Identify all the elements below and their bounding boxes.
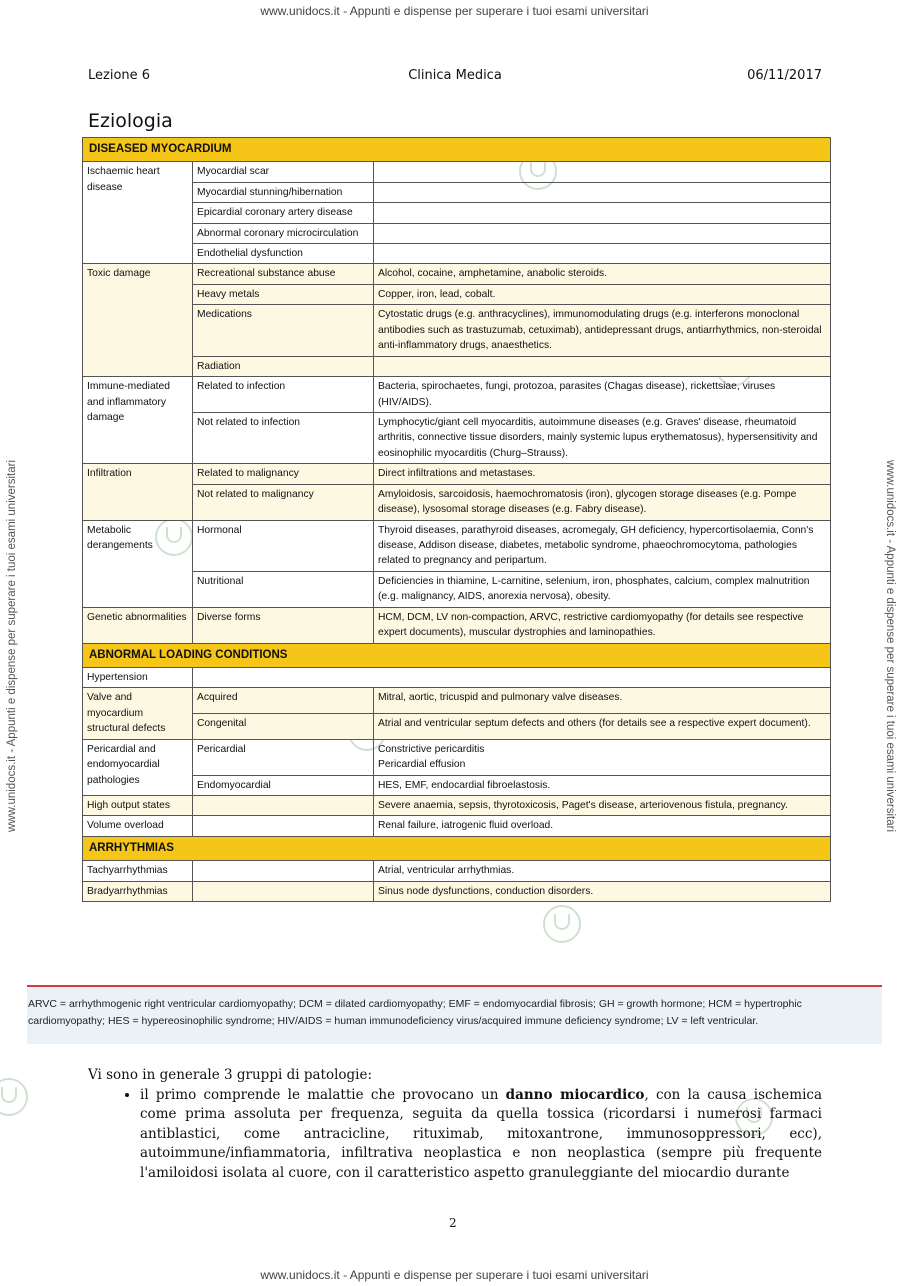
table-row: Pericardial and endomyocardial pathologies Pericardial Constrictive pericarditis Pericardial effusion [83, 739, 831, 775]
table-row: Heavy metals Copper, iron, lead, cobalt. [83, 284, 831, 304]
body-text [88, 1066, 822, 1183]
table-row: Infiltration Related to malignancy Direct infiltrations and metastases. [83, 464, 831, 484]
table-row: High output states Severe anaemia, sepsis, thyrotoxicosis, Paget's disease, arteriovenous fistula, pregnancy. [83, 795, 831, 815]
table-row: Endothelial dysfunction [83, 244, 831, 264]
table-row: Endomyocardial HES, EMF, endocardial fibroelastosis. [83, 775, 831, 795]
table-row: Nutritional Deficiencies in thiamine, L-carnitine, selenium, iron, phosphates, calcium, complex malnutrition (e.g. malignancy, AIDS, anorexia nervosa), obesity. [83, 571, 831, 607]
page-header [88, 68, 822, 86]
table-row: Hypertension [83, 667, 831, 687]
table-row: Myocardial stunning/hibernation [83, 182, 831, 202]
watermark-logo-icon [0, 1078, 28, 1116]
table-section-header: DISEASED MYOCARDIUM [83, 138, 831, 162]
table-section-header: ABNORMAL LOADING CONDITIONS [83, 643, 831, 667]
watermark-right: www.unidocs.it - Appunti e dispense per superare i tuoi esami universitari [884, 459, 896, 833]
bullet-list [88, 1086, 822, 1184]
table-row: Immune-mediated and inflammatory damage Related to infection Bacteria, spirochaetes, fungi, protozoa, parasites (Chagas disease), rickettsiae, viruses (HIV/AIDS). [83, 377, 831, 413]
etiology-table [82, 137, 831, 902]
table-row: Not related to malignancy Amyloidosis, sarcoidosis, haemochromatosis (iron), glycogen storage diseases (e.g. Pompe disease), lysosomal storage diseases (e.g. Fabry disease). [83, 484, 831, 520]
table-row: Toxic damage Recreational substance abuse Alcohol, cocaine, amphetamine, anabolic steroids. [83, 264, 831, 284]
table-row: Tachyarrhythmias Atrial, ventricular arrhythmias. [83, 861, 831, 881]
table-row: Radiation [83, 356, 831, 376]
table-row: Congenital Atrial and ventricular septum defects and others (for details see a respective expert document). [83, 713, 831, 739]
page-number: 2 [449, 1216, 457, 1230]
intro-paragraph: Vi sono in generale 3 gruppi di patologie: [88, 1067, 373, 1083]
section-title: Eziologia [88, 110, 173, 132]
table-row: Volume overload Renal failure, iatrogenic fluid overload. [83, 816, 831, 836]
list-item: • il primo comprende le malattie che provocano un danno miocardico, con la causa ischemica come prima assoluta per frequenza, seguita da quella tossica (ricordarsi i numerosi farmaci antiblastici, come antracicline, rituximab, mitoxantrone, immunosoppressori, ecc), autoimmune/infiammatoria, infiltrativa neoplastica e non neoplastica (sempre più frequente l'amiloidosi isolata al cuore, con il caratteristico aspetto granuleggiante del miocardio durante [140, 1086, 822, 1184]
table-row: Epicardial coronary artery disease [83, 203, 831, 223]
table-row: Valve and myocardium structural defects Acquired Mitral, aortic, tricuspid and pulmonary valve diseases. [83, 688, 831, 714]
table-row: Not related to infection Lymphocytic/giant cell myocarditis, autoimmune diseases (e.g. Graves' disease, rheumatoid arthritis, connective tissue disorders, mainly systemic lupus erythematosus), hypersensitivity and eosinophilic myocarditis (Churg–Strauss). [83, 412, 831, 463]
watermark-logo-icon [543, 905, 581, 943]
table-row: Metabolic derangements Hormonal Thyroid diseases, parathyroid diseases, acromegaly, GH deficiency, hypercortisolaemia, Conn's disease, Addison disease, diabetes, metabolic syndrome, phaeochromocytoma, pathologies related to pregnancy and peripartum. [83, 520, 831, 571]
table-row: Medications Cytostatic drugs (e.g. anthracyclines), immunomodulating drugs (e.g. interferons monoclonal antibodies such as trastuzumab, cetuximab), antidepressant drugs, antiarrhythmics, non-steroidal anti-inflammatory drugs, anaesthetics. [83, 305, 831, 356]
table-row: Abnormal coronary microcirculation [83, 223, 831, 243]
header-date: 06/11/2017 [747, 68, 822, 83]
table-row: Genetic abnormalities Diverse forms HCM, DCM, LV non-compaction, ARVC, restrictive cardiomyopathy (for details see respective expert documents), muscular dystrophies and laminopathies. [83, 607, 831, 643]
watermark-left: www.unidocs.it - Appunti e dispense per superare i tuoi esami universitari [6, 459, 18, 833]
table-footnote: ARVC = arrhythmogenic right ventricular cardiomyopathy; DCM = dilated cardiomyopathy; EMF = endomyocardial fibrosis; GH = growth hormone; HCM = hypertrophic cardiomyopathy; HES = hypereosinophilic syndrome; HIV/AIDS = human immunodeficiency virus/acquired immune deficiency syndrome; LV = left ventricular. [28, 998, 802, 1028]
watermark-top: www.unidocs.it - Appunti e dispense per superare i tuoi esami universitari [260, 4, 649, 18]
watermark-bottom: www.unidocs.it - Appunti e dispense per superare i tuoi esami universitari [260, 1268, 649, 1282]
table-row: Ischaemic heart disease Myocardial scar [83, 162, 831, 182]
header-lesson: Lezione 6 [88, 68, 151, 83]
header-course: Clinica Medica [408, 68, 502, 83]
table-row: Bradyarrhythmias Sinus node dysfunctions, conduction disorders. [83, 881, 831, 901]
table-section-header: ARRHYTHMIAS [83, 836, 831, 860]
